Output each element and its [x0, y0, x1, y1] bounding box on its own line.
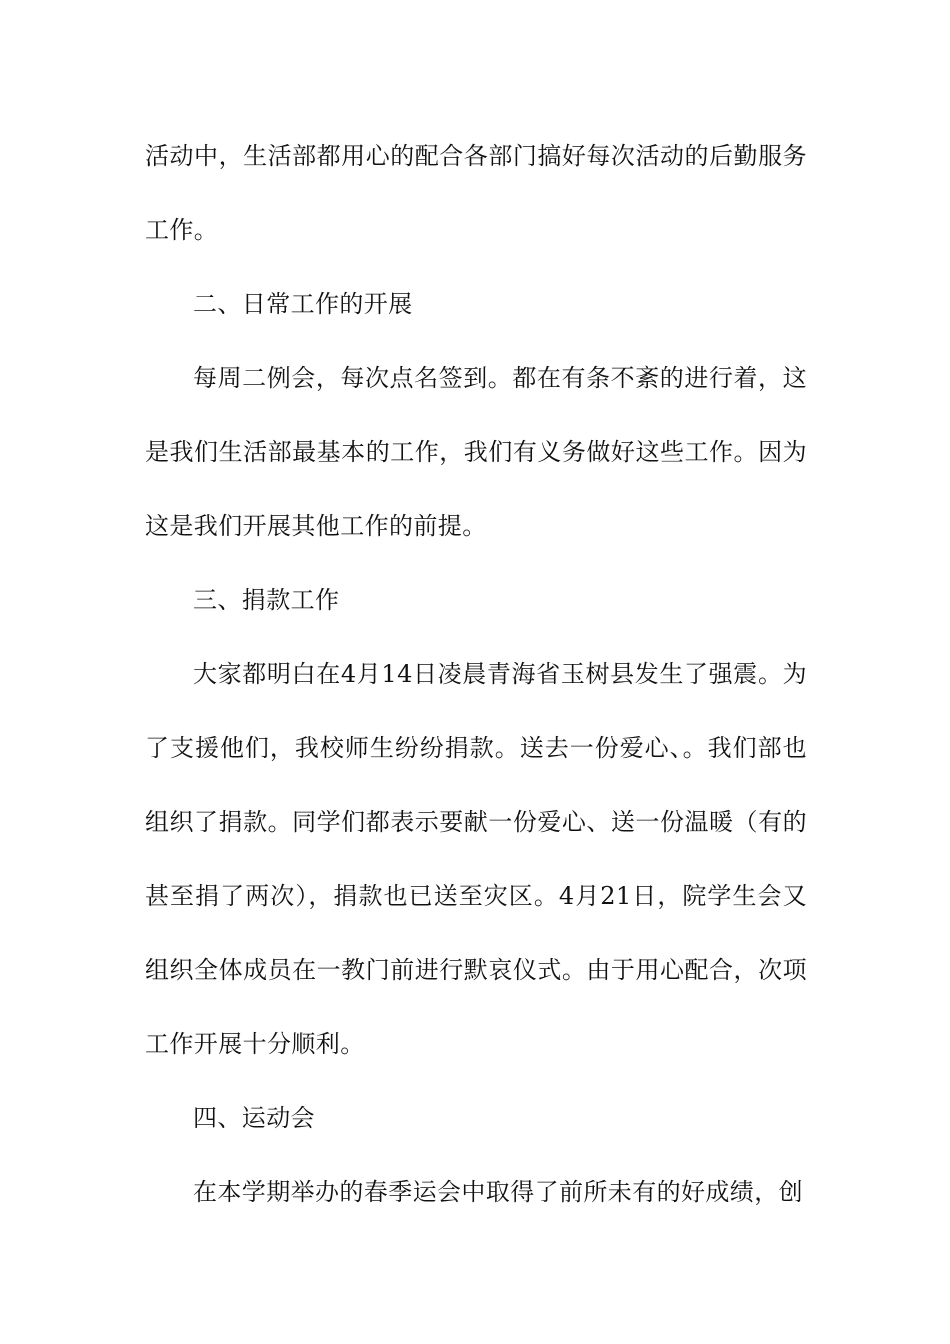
paragraph-weekly-meeting: 每周二例会，每次点名签到。都在有条不紊的进行着，这是我们生活部最基本的工作，我们有义务做好这些工作。因为这是我们开展其他工作的前提。 — [145, 364, 807, 540]
section-heading-sports-meet: 四、运动会 — [193, 1104, 315, 1132]
document-body — [145, 119, 807, 1229]
paragraph-sports-meet: 在本学期举办的春季运会中取得了前所未有的好成绩，创 — [193, 1178, 803, 1206]
paragraph-logistics-work: 活动中，生活部都用心的配合各部门搞好每次活动的后勤服务工作。 — [145, 142, 807, 244]
section-heading-donation: 三、捐款工作 — [193, 586, 340, 614]
section-heading-daily-work: 二、日常工作的开展 — [193, 290, 413, 318]
paragraph-donation-details: 大家都明白在4月14日凌晨青海省玉树县发生了强震。为了支援他们，我校师生纷纷捐款。送去一份爱心、。我们部也组织了捐款。同学们都表示要献一份爱心、送一份温暖（有的甚至捐了两次），捐款也已送至灾区。4月21日，院学生会又组织全体成员在一教门前进行默哀仪式。由于用心配合，次项工作开展十分顺利。 — [145, 660, 807, 1058]
